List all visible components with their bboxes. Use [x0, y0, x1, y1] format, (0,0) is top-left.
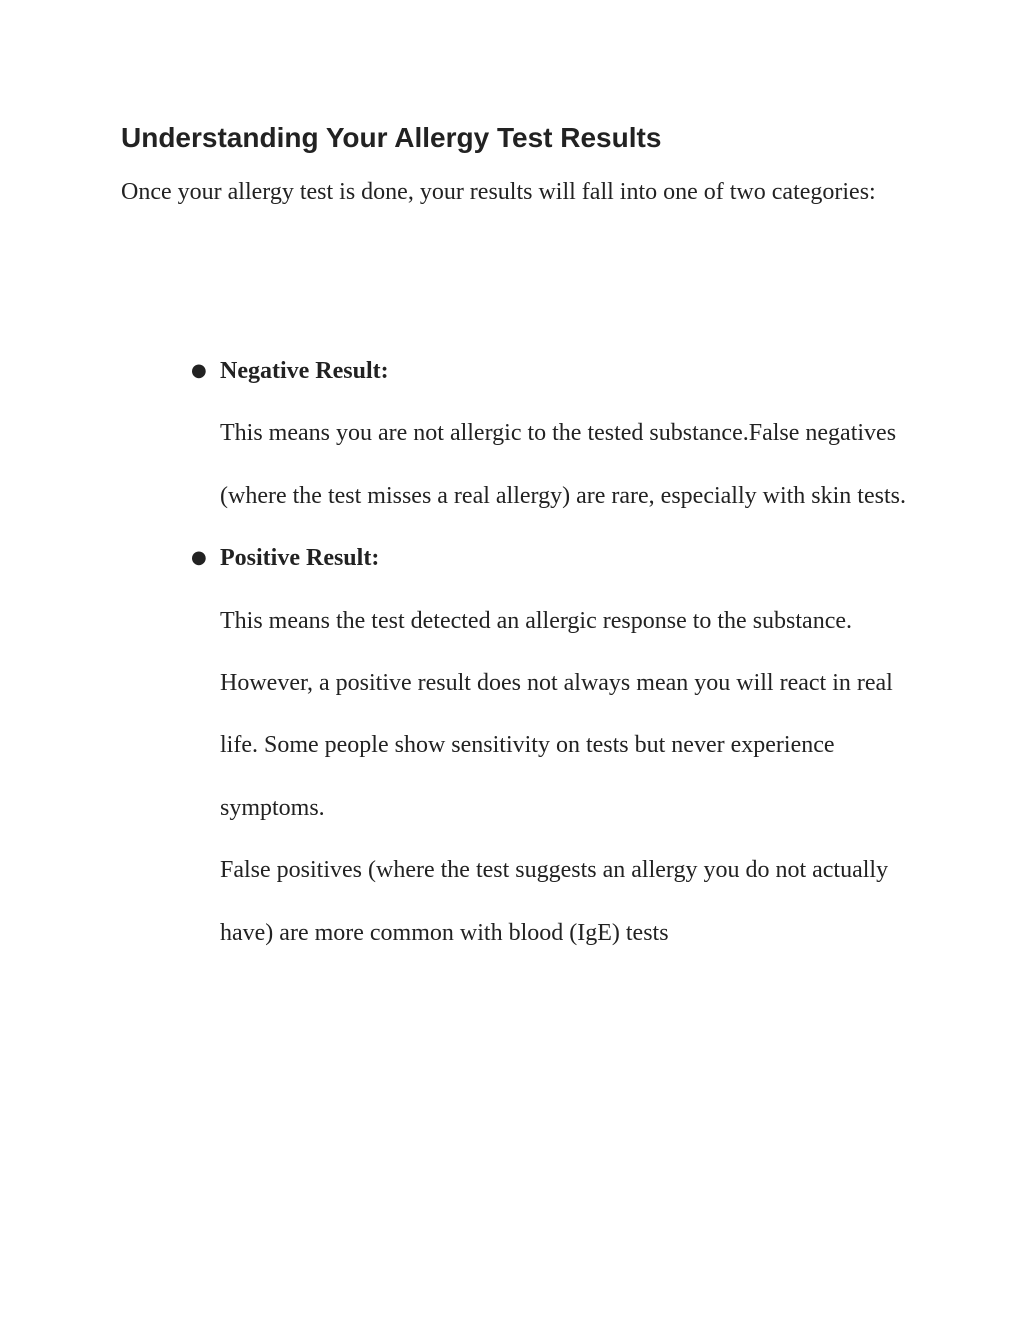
- list-item-paragraph: This means you are not allergic to the tested substance.False negatives (where the test misses a real allergy) are rare, especially with skin tests.: [220, 420, 906, 509]
- bullet-icon: ●: [191, 360, 207, 381]
- list-item-paragraph: However, a positive result does not always mean you will react in real life. Some people show sensitivity on tests but never experience symptoms.: [220, 670, 893, 821]
- page-title: Understanding Your Allergy Test Results: [121, 122, 662, 153]
- list-item-title: Negative Result:: [220, 358, 389, 384]
- list-item-paragraph: This means the test detected an allergic response to the substance.: [220, 607, 853, 634]
- bullet-icon: ●: [191, 547, 207, 569]
- list-item-negative-result: [191, 340, 910, 527]
- results-list: [191, 340, 910, 964]
- list-item-paragraph: False positives (where the test suggests an allergy you do not actually have) are more common with blood (IgE) tests: [220, 857, 889, 946]
- list-item-positive-result: [191, 527, 910, 964]
- list-item-title: Positive Result:: [220, 545, 380, 572]
- intro-paragraph: Once your allergy test is done, your results will fall into one of two categories:: [121, 179, 876, 205]
